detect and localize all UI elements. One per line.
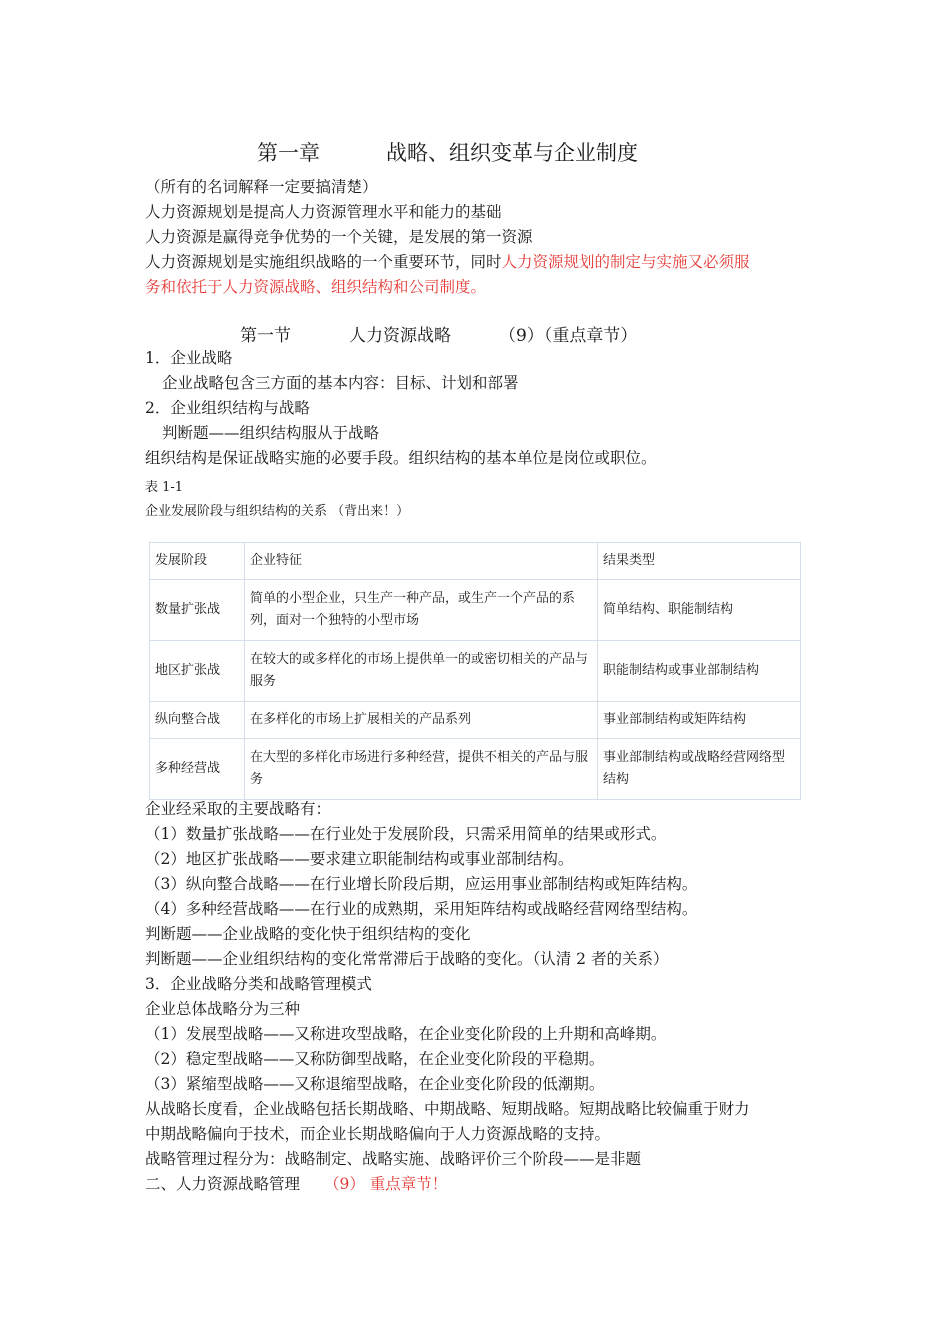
heading-2-text: 组织结构是保证战略实施的必要手段。组织结构的基本单位是岗位或职位。: [145, 449, 657, 467]
intro-p3-black: 人力资源规划是实施组织战略的一个重要环节，同时: [145, 253, 502, 271]
table-caption: 企业发展阶段与组织结构的关系 （背出来！）: [145, 504, 410, 519]
table-cell: 在多样化的市场上扩展相关的产品系列: [245, 702, 598, 739]
subsection-score: （9） 重点章节！: [324, 1175, 448, 1193]
section-heading: [240, 321, 637, 346]
heading-1: 1．企业战略: [145, 349, 233, 367]
heading-2-judge: 判断题——组织结构服从于战略: [162, 424, 380, 442]
header-cell: 发展阶段: [150, 543, 245, 580]
table-row: [150, 739, 801, 800]
intro-p2: 人力资源是赢得竞争优势的一个关键，是发展的第一资源: [145, 228, 533, 246]
overall-item-2: （2）稳定型战略——又称防御型战略，在企业变化阶段的平稳期。: [145, 1050, 605, 1068]
table-cell: 纵向整合战: [150, 702, 245, 739]
table-cell: 数量扩张战: [150, 580, 245, 641]
length-text-1: 从战略长度看，企业战略包括长期战略、中期战略、短期战略。短期战略比较偏重于财力: [145, 1100, 750, 1118]
intro-note: （所有的名词解释一定要搞清楚）: [145, 178, 378, 196]
section-score: （9）（重点章节）: [499, 326, 638, 346]
overall-item-3: （3）紧缩型战略——又称退缩型战略，在企业变化阶段的低潮期。: [145, 1075, 605, 1093]
intro-p3-red: 人力资源规划的制定与实施又必须服: [501, 253, 750, 271]
table-cell: 多种经营战: [150, 739, 245, 800]
strategy-item-2: （2）地区扩张战略——要求建立职能制结构或事业部制结构。: [145, 850, 574, 868]
heading-1-text: 企业战略包含三方面的基本内容：目标、计划和部署: [162, 374, 519, 392]
table-cell: 职能制结构或事业部制结构: [598, 641, 801, 702]
table-cell: 在较大的或多样化的市场上提供单一的或密切相关的产品与服务: [245, 641, 598, 702]
length-text-2: 中期战略偏向于技术，而企业长期战略偏向于人力资源战略的支持。: [145, 1125, 611, 1143]
judge-1: 判断题——企业战略的变化快于组织结构的变化: [145, 925, 471, 943]
judge-2: 判断题——企业组织结构的变化常常滞后于战略的变化。（认清 2 者的关系）: [145, 950, 669, 968]
intro-p4: 务和依托于人力资源战略、组织结构和公司制度。: [145, 278, 487, 296]
section-label: 第一节: [240, 326, 291, 346]
table-number: 表 1-1: [145, 480, 184, 495]
stage-structure-table: [149, 542, 801, 800]
chapter-title: [257, 137, 638, 167]
heading-3: 3．企业战略分类和战略管理模式: [145, 975, 372, 993]
table-header-row: [150, 543, 801, 580]
intro-p3: [145, 250, 750, 275]
subsection-name: 二、人力资源战略管理: [145, 1175, 301, 1193]
table-row: [150, 702, 801, 739]
header-cell: 企业特征: [245, 543, 598, 580]
strategy-intro: 企业经采取的主要战略有：: [145, 800, 332, 818]
section-name: 人力资源战略: [349, 326, 451, 346]
table-cell: 简单结构、职能制结构: [598, 580, 801, 641]
overall-item-1: （1）发展型战略——又称进攻型战略，在企业变化阶段的上升期和高峰期。: [145, 1025, 667, 1043]
table-cell: 事业部制结构或战略经营网络型结构: [598, 739, 801, 800]
strategy-item-1: （1）数量扩张战略——在行业处于发展阶段，只需采用简单的结果或形式。: [145, 825, 667, 843]
strategy-item-4: （4）多种经营战略——在行业的成熟期，采用矩阵结构或战略经营网络型结构。: [145, 900, 698, 918]
table-cell: 事业部制结构或矩阵结构: [598, 702, 801, 739]
table-row: [150, 580, 801, 641]
header-cell: 结果类型: [598, 543, 801, 580]
chapter-label: 第一章: [257, 141, 320, 165]
strategy-item-3: （3）纵向整合战略——在行业增长阶段后期，应运用事业部制结构或矩阵结构。: [145, 875, 698, 893]
table-cell: 在大型的多样化市场进行多种经营，提供不相关的产品与服务: [245, 739, 598, 800]
subsection-heading: [145, 1172, 447, 1197]
heading-2: 2．企业组织结构与战略: [145, 399, 310, 417]
table-cell: 简单的小型企业，只生产一种产品，或生产一个产品的系列，面对一个独特的小型市场: [245, 580, 598, 641]
table-cell: 地区扩张战: [150, 641, 245, 702]
overall-strategy: 企业总体战略分为三种: [145, 1000, 301, 1018]
process-text: 战略管理过程分为：战略制定、战略实施、战略评价三个阶段——是非题: [145, 1150, 642, 1168]
intro-p1: 人力资源规划是提高人力资源管理水平和能力的基础: [145, 203, 502, 221]
chapter-name: 战略、组织变革与企业制度: [386, 141, 638, 165]
table-row: [150, 641, 801, 702]
